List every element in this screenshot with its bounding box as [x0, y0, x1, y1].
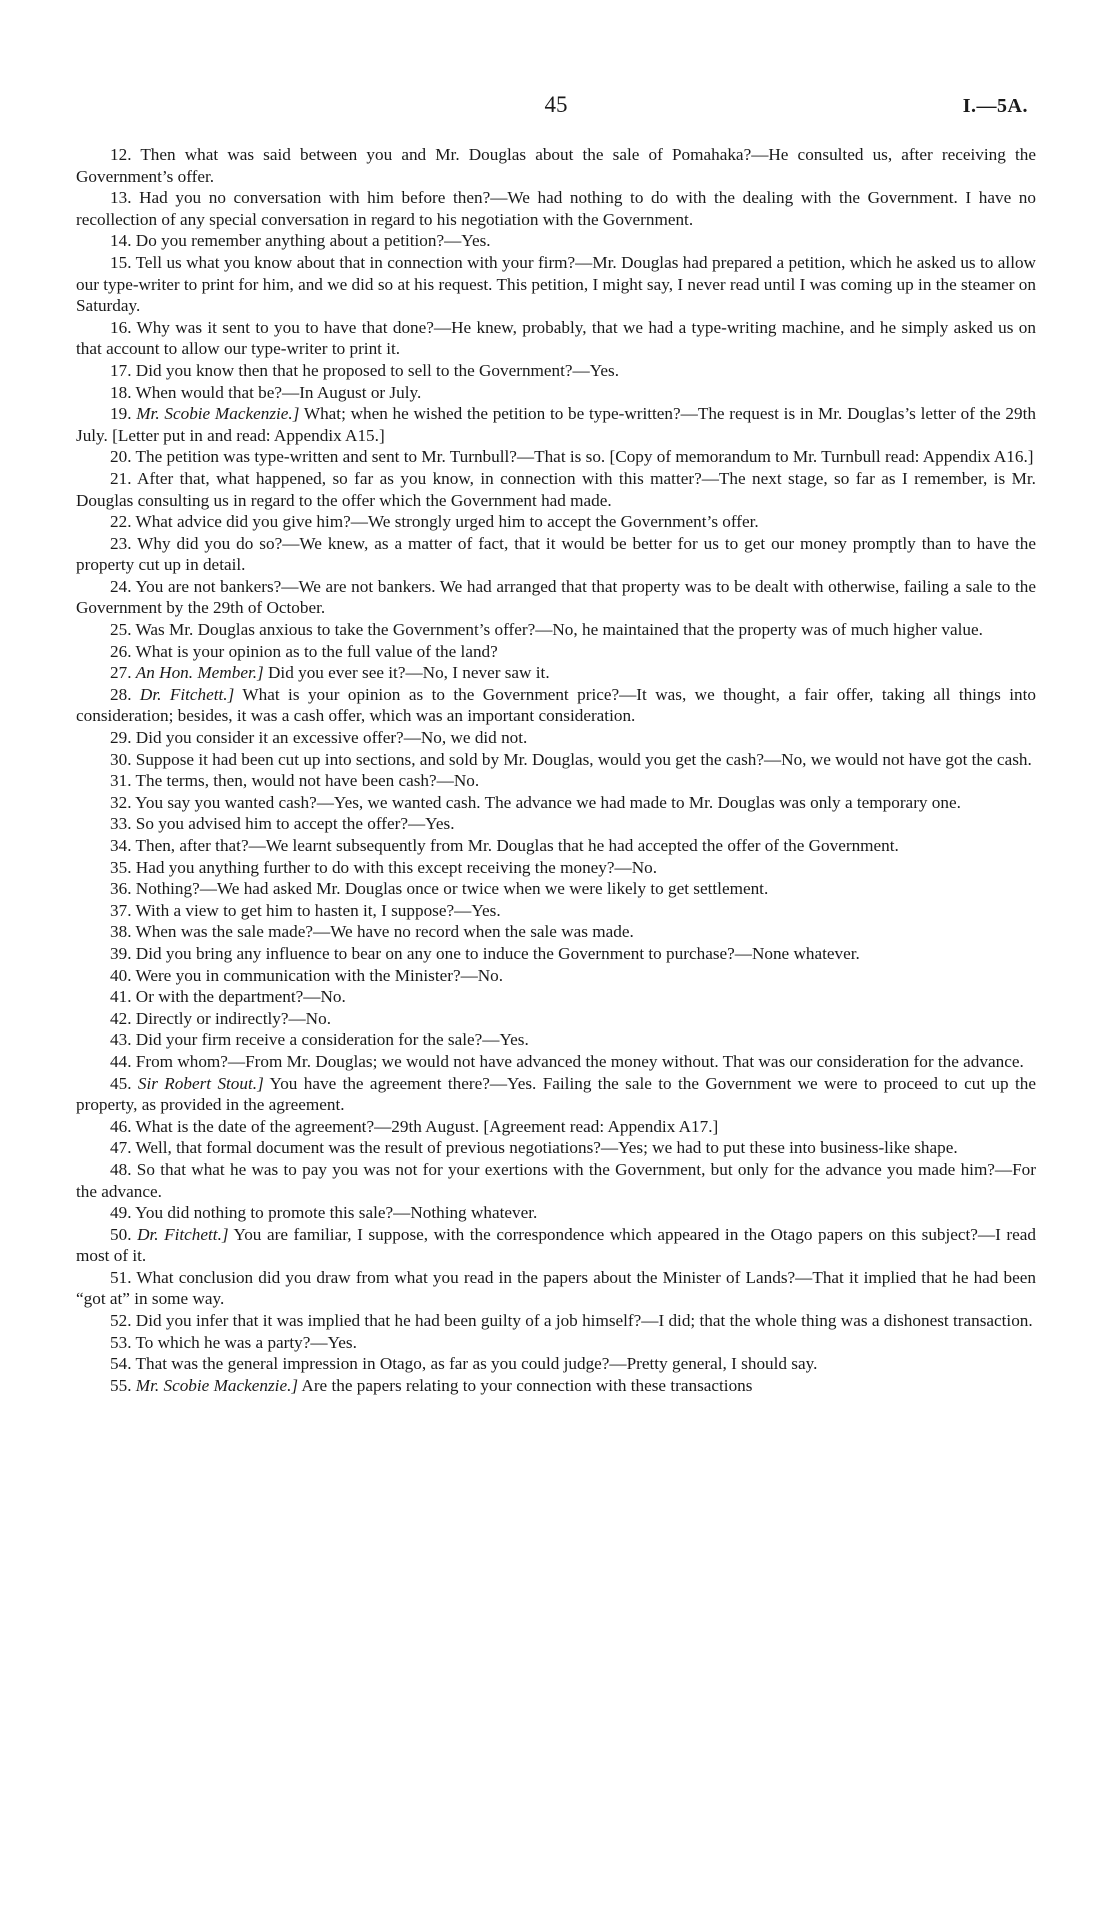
question-text: Do you remember anything about a petition?—Yes.	[135, 231, 491, 251]
question-text: The terms, then, would not have been cash?—No.	[135, 771, 480, 791]
question-entry	[76, 360, 1036, 382]
question-text: Had you anything further to do with this except receiving the money?—No.	[135, 857, 658, 877]
question-number: 27.	[110, 663, 132, 683]
question-entry	[76, 727, 1036, 749]
question-text: Was Mr. Douglas anxious to take the Government’s offer?—No, he maintained that the property was of much higher value.	[135, 620, 983, 640]
question-text: Then, after that?—We learnt subsequently from Mr. Douglas that he had accepted the offer of the Government.	[135, 836, 899, 855]
question-number: 55.	[110, 1375, 132, 1395]
question-text: That was the general impression in Otago, as far as you could judge?—Pretty general, I should say.	[135, 1354, 818, 1374]
question-entry	[76, 1202, 1036, 1224]
question-text: The petition was type-written and sent to Mr. Turnbull?—That is so. [Copy of memorandum to Mr. Turnbull read: Appendix A16.]	[135, 447, 1034, 467]
question-text: So that what he was to pay you was not for your exertions with the Government, but only for the advance you made him?—For the advance.	[76, 1159, 1037, 1201]
question-text: What advice did you give him?—We strongly urged him to accept the Government’s offer.	[135, 512, 759, 532]
question-entry	[76, 446, 1036, 468]
question-text: When would that be?—In August or July.	[135, 382, 422, 402]
question-entry	[76, 641, 1036, 663]
page-number: 45	[544, 92, 568, 117]
question-text: Why was it sent to you to have that done?—He knew, probably, that we had a type-writing machine, and he simply asked us on that account to allow our type-writer to print it.	[76, 317, 1036, 359]
question-entry	[76, 835, 1036, 857]
question-entry	[76, 857, 1036, 879]
question-number: 36.	[110, 879, 132, 899]
question-text: To which he was a party?—Yes.	[135, 1332, 357, 1352]
question-text: What; when he wished the petition to be type-written?—The request is in Mr. Douglas’s letter of the 29th July. [Letter put in and read: Appendix A15.]	[76, 404, 1036, 445]
question-entry	[76, 1267, 1036, 1310]
question-entry	[76, 533, 1036, 576]
question-entry	[76, 403, 1036, 446]
question-text: Had you no conversation with him before then?—We had nothing to do with the dealing with the Government. I have no recollection of any special conversation in regard to his negotiation with the Government.	[76, 188, 1036, 229]
question-text: Why did you do so?—We knew, as a matter of fact, that it would be better for us to get our money promptly than to have the property cut up in detail.	[76, 533, 1036, 575]
question-number: 39.	[110, 943, 132, 963]
question-text: You say you wanted cash?—Yes, we wanted cash. The advance we had made to Mr. Douglas was only a temporary one.	[135, 792, 961, 812]
question-entry	[76, 749, 1036, 771]
question-number: 34.	[110, 836, 132, 855]
question-number: 14.	[110, 231, 132, 251]
question-entry	[76, 144, 1036, 187]
question-text: You are not bankers?—We are not bankers. We had arranged that that property was to be dealt with otherwise, failing a sale to the Government by the 29th of October.	[76, 576, 1036, 618]
question-text: So you advised him to accept the offer?—Yes.	[135, 814, 455, 834]
question-entry	[76, 986, 1036, 1008]
question-number: 32.	[110, 792, 132, 812]
question-number: 40.	[110, 965, 132, 985]
question-entry	[76, 1159, 1036, 1202]
question-entry	[76, 921, 1036, 943]
question-entry	[76, 684, 1036, 727]
question-text: What is the date of the agreement?—29th August. [Agreement read: Appendix A17.]	[135, 1116, 719, 1136]
question-entry	[76, 187, 1036, 230]
question-number: 19.	[110, 404, 132, 424]
question-entry	[76, 619, 1036, 641]
question-text: After that, what happened, so far as you know, in connection with this matter?—The next stage, so far as I remember, is Mr. Douglas consulting us in regard to the offer which the Government had made.	[76, 468, 1036, 510]
question-number: 28.	[110, 684, 132, 704]
question-text: With a view to get him to hasten it, I suppose?—Yes.	[135, 900, 501, 920]
page-header	[76, 94, 1036, 144]
question-text: Well, that formal document was the result of previous negotiations?—Yes; we had to put these into business-like shape.	[135, 1138, 958, 1158]
question-text: Nothing?—We had asked Mr. Douglas once or twice when we were likely to get settlement.	[135, 879, 769, 899]
speaker-name: Sir Robert Stout.]	[137, 1073, 264, 1093]
question-entry	[76, 317, 1036, 360]
question-entry	[76, 230, 1036, 252]
question-text: From whom?—From Mr. Douglas; we would not have advanced the money without. That was our consideration for the advance.	[135, 1051, 1024, 1071]
question-number: 30.	[110, 749, 132, 769]
question-entry	[76, 1310, 1036, 1332]
question-entry	[76, 382, 1036, 404]
question-entry	[76, 576, 1036, 619]
question-number: 45.	[110, 1073, 132, 1093]
question-number: 37.	[110, 900, 132, 920]
question-number: 31.	[110, 771, 132, 791]
question-entry	[76, 468, 1036, 511]
question-number: 51.	[110, 1267, 132, 1287]
question-entry	[76, 1073, 1036, 1116]
question-text: Then what was said between you and Mr. Douglas about the sale of Pomahaka?—He consulted us, after receiving the Government’s offer.	[76, 145, 1036, 186]
question-text: What is your opinion as to the Government price?—It was, we thought, a fair offer, taking all things into consideration; besides, it was a cash offer, which was an important consideration.	[76, 684, 1037, 726]
question-number: 23.	[110, 533, 132, 553]
question-entry	[76, 1008, 1036, 1030]
question-number: 49.	[110, 1203, 132, 1223]
question-entry	[76, 1137, 1036, 1159]
question-text: Tell us what you know about that in connection with your firm?—Mr. Douglas had prepared a petition, which he asked us to allow our type-writer to print for him, and we did so at his request. This petition, I might say, I never read until I was coming up in the steamer on Saturday.	[76, 252, 1036, 316]
question-text: Are the papers relating to your connection with these transactions	[301, 1375, 753, 1395]
question-entry	[76, 1029, 1036, 1051]
question-number: 38.	[110, 922, 132, 942]
speaker-name: Dr. Fitchett.]	[137, 1224, 229, 1244]
question-text: You have the agreement there?—Yes. Failing the sale to the Government we were to proceed to cut up the property, as provided in the agreement.	[76, 1073, 1036, 1115]
question-number: 33.	[110, 814, 132, 834]
question-number: 17.	[110, 360, 132, 380]
speaker-name: Mr. Scobie Mackenzie.]	[136, 404, 300, 424]
question-text: You are familiar, I suppose, with the correspondence which appeared in the Otago papers on this subject?—I read most of it.	[76, 1224, 1036, 1266]
question-text: Did you bring any influence to bear on any one to induce the Government to purchase?—None whatever.	[135, 943, 860, 963]
question-text: You did nothing to promote this sale?—Nothing whatever.	[135, 1203, 538, 1223]
question-number: 41.	[110, 987, 132, 1007]
question-number: 54.	[110, 1354, 132, 1374]
question-entry	[76, 965, 1036, 987]
question-text: What is your opinion as to the full value of the land?	[135, 641, 498, 661]
question-entry	[76, 1332, 1036, 1354]
question-number: 12.	[110, 145, 132, 164]
question-text: What conclusion did you draw from what you read in the papers about the Minister of Lands?—That it implied that he had been “got at” in some way.	[76, 1267, 1036, 1309]
speaker-name: Dr. Fitchett.]	[139, 684, 235, 704]
question-number: 26.	[110, 641, 132, 661]
speaker-name: Mr. Scobie Mackenzie.]	[135, 1375, 299, 1395]
question-number: 46.	[110, 1116, 132, 1136]
question-number: 25.	[110, 620, 132, 640]
question-number: 13.	[110, 188, 132, 208]
question-entry	[76, 511, 1036, 533]
question-text: Suppose it had been cut up into sections, and sold by Mr. Douglas, would you get the cash?—No, we would not have got the cash.	[135, 749, 1032, 769]
question-text: Did you consider it an excessive offer?—No, we did not.	[135, 728, 528, 748]
question-entry	[76, 1051, 1036, 1073]
document-reference: I.—5A.	[962, 95, 1028, 117]
question-entry	[76, 1353, 1036, 1375]
question-text: Did you know then that he proposed to sell to the Government?—Yes.	[135, 360, 620, 380]
question-text: Did you ever see it?—No, I never saw it.	[268, 663, 550, 683]
question-number: 35.	[110, 857, 132, 877]
question-number: 20.	[110, 447, 132, 467]
question-entry	[76, 1375, 1036, 1397]
question-number: 42.	[110, 1008, 132, 1028]
question-number: 52.	[110, 1311, 132, 1331]
question-text: Directly or indirectly?—No.	[135, 1008, 331, 1028]
question-number: 50.	[110, 1224, 132, 1244]
question-entry	[76, 252, 1036, 317]
document-page	[76, 94, 1036, 1396]
question-number: 47.	[110, 1138, 132, 1158]
question-entry	[76, 878, 1036, 900]
question-entry	[76, 1116, 1036, 1138]
question-text: Did you infer that it was implied that he had been guilty of a job himself?—I did; that the whole thing was a dishonest transaction.	[135, 1311, 1033, 1331]
question-text: Or with the department?—No.	[135, 987, 346, 1007]
question-number: 24.	[110, 576, 132, 596]
question-number: 44.	[110, 1051, 132, 1071]
question-entry	[76, 943, 1036, 965]
question-number: 29.	[110, 728, 132, 748]
question-number: 22.	[110, 512, 132, 532]
testimony-body	[76, 144, 1036, 1396]
speaker-name: An Hon. Member.]	[135, 663, 264, 683]
question-number: 43.	[110, 1030, 132, 1050]
question-entry	[76, 770, 1036, 792]
question-number: 21.	[110, 468, 132, 488]
question-number: 18.	[110, 382, 132, 402]
question-entry	[76, 792, 1036, 814]
question-number: 16.	[110, 317, 132, 337]
question-entry	[76, 1224, 1036, 1267]
question-number: 15.	[110, 252, 132, 272]
question-entry	[76, 813, 1036, 835]
question-number: 53.	[110, 1332, 132, 1352]
question-text: When was the sale made?—We have no record when the sale was made.	[135, 922, 634, 942]
question-entry	[76, 662, 1036, 684]
question-text: Did your firm receive a consideration for the sale?—Yes.	[135, 1030, 529, 1050]
question-text: Were you in communication with the Minister?—No.	[135, 965, 504, 985]
question-number: 48.	[110, 1159, 132, 1179]
question-entry	[76, 900, 1036, 922]
